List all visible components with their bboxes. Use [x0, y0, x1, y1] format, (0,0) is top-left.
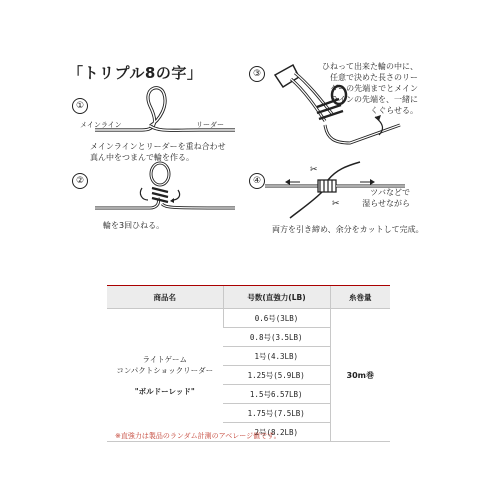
- svg-text:✂: ✂: [310, 165, 318, 175]
- product-cell: [107, 309, 223, 442]
- step-3-caption-line-3: ダーの先端までとメイン: [330, 84, 418, 93]
- step-2-caption: 輪を3回ひねる。: [103, 221, 165, 230]
- step-3-caption-line-4: ラインの先端を、一緒に: [330, 95, 418, 104]
- header-product-name: 商品名: [107, 286, 223, 309]
- spec-cell: 0.8号(3.5LB): [223, 328, 330, 347]
- step-3-number: ③: [249, 66, 265, 82]
- product-line-1: ライトゲーム: [142, 354, 188, 364]
- step-2-illustration: [90, 158, 240, 218]
- step-3-caption-line-1: ひねって出来た輪の中に、: [322, 62, 418, 71]
- step-1-label-mainline: メインライン: [80, 121, 122, 129]
- spec-cell: 2号(8.2LB): [223, 423, 330, 442]
- table-header-row: [107, 286, 390, 309]
- step-1-caption-line-1: メインラインとリーダーを重ね合わせ: [90, 142, 226, 151]
- strength-footnote: ※直強力は製品のランダム計測のアベレージ値です。: [115, 432, 281, 440]
- spec-cell: 1.75号(7.5LB): [223, 404, 330, 423]
- step-3-caption: [318, 61, 418, 116]
- header-size-strength: 号数(直強力(LB): [223, 286, 330, 309]
- instruction-title: 「トリプル8の字」: [68, 64, 203, 82]
- step-1-caption-line-2: 真ん中をつまんで輪を作る。: [90, 153, 194, 162]
- svg-text:✂: ✂: [332, 199, 340, 209]
- step-1-illustration: [90, 82, 240, 142]
- spec-cell: 1号(4.3LB): [223, 347, 330, 366]
- spec-cell: 1.5号6.57LB): [223, 385, 330, 404]
- step-3-caption-line-2: 任意で決めた長さのリー: [330, 73, 418, 82]
- step-1-label-leader: リーダー: [196, 121, 224, 129]
- product-line-2: コンパクトショックリーダー: [116, 365, 214, 375]
- step-2-number: ②: [72, 173, 88, 189]
- step-4-caption-right: [340, 187, 410, 209]
- step-3-caption-line-5: くぐらせる。: [370, 106, 418, 115]
- spec-cell: 0.6号(3LB): [223, 309, 330, 328]
- step-1-number: ①: [72, 98, 88, 114]
- table-row: [107, 309, 390, 328]
- product-name: "ボルドーレッド": [134, 386, 195, 396]
- step-4-number: ④: [249, 173, 265, 189]
- length-cell: 30m巻: [330, 309, 390, 442]
- spec-cell: 1.25号(5.9LB): [223, 366, 330, 385]
- step-4-caption-right-line-2: 湿らせながら: [362, 199, 410, 208]
- step-4-caption: 両方を引き締め、余分をカットして完成。: [272, 225, 424, 234]
- step-4-caption-right-line-1: ツバなどで: [370, 188, 410, 197]
- header-spool-length: 糸巻量: [330, 286, 390, 309]
- product-table: [107, 285, 390, 442]
